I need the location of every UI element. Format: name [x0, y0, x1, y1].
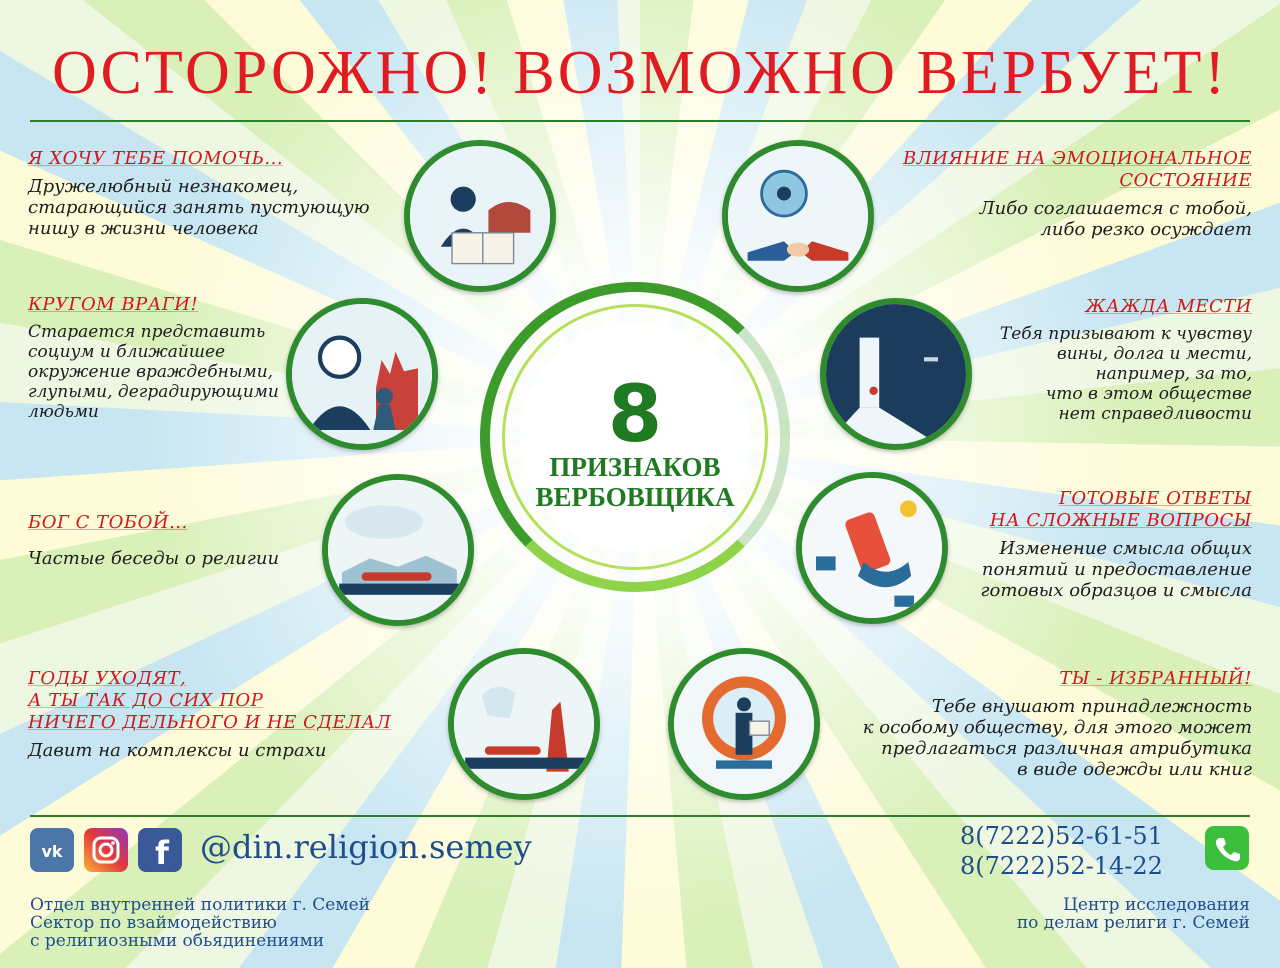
sign-3-desc: Частые беседы о религии [28, 548, 280, 569]
phone-icon[interactable] [1205, 826, 1249, 870]
center-number: 8 [607, 370, 663, 460]
illustration-answers-icon [796, 472, 948, 624]
footer-right: Центр исследования по делам религи г. Семей [1016, 895, 1250, 933]
page-title: ОСТОРОЖНО! ВОЗМОЖНО ВЕРБУЕТ! [52, 39, 1228, 107]
sign-4-title: ГОДЫ УХОДЯТ, А ТЫ ТАК ДО СИХ ПОР НИЧЕГО ДЕЛЬНОГО И НЕ СДЕЛАЛ [28, 668, 392, 733]
sign-8-block [830, 668, 1252, 780]
sign-8-title: ТЫ - ИЗБРАННЫЙ! [1059, 668, 1252, 689]
sign-7-block [940, 488, 1252, 601]
sign-4-block [28, 668, 448, 761]
illustration-chosen-icon [668, 648, 820, 800]
center-emblem [480, 282, 790, 592]
phone-2[interactable]: 8(7222)52-14-22 [960, 852, 1163, 880]
sign-2-desc: Старается представить социум и ближайшее окружение враждебными, глупыми, деградирующими людьми [28, 322, 279, 422]
sign-2-title: КРУГОМ ВРАГИ! [28, 294, 199, 315]
illustration-helper-icon [404, 140, 556, 292]
sign-5-block [860, 148, 1252, 240]
sign-1-title: Я ХОЧУ ТЕБЕ ПОМОЧЬ... [28, 148, 284, 169]
center-caption: ПРИЗНАКОВ ВЕРБОВЩИКА [535, 452, 735, 512]
divider-bottom [30, 815, 1250, 817]
sign-7-title: ГОТОВЫЕ ОТВЕТЫ НА СЛОЖНЫЕ ВОПРОСЫ [989, 488, 1252, 531]
sign-1-desc: Дружелюбный незнакомец, старающийся занять пустующую нишу в жизни человека [28, 176, 370, 239]
facebook-icon[interactable] [138, 828, 182, 872]
illustration-emotions-icon [722, 140, 874, 292]
sign-2-block [28, 294, 308, 422]
social-handle[interactable]: @din.religion.semey [200, 828, 532, 866]
sign-1-block [28, 148, 408, 239]
sign-6-title: ЖАЖДА МЕСТИ [1085, 296, 1252, 317]
illustration-revenge-icon [820, 298, 972, 450]
instagram-icon[interactable] [84, 828, 128, 872]
illustration-years-icon [448, 648, 600, 800]
footer-left: Отдел внутренней политики г. Семей Сектор по взаймодействию с религиозными обьядинениями [30, 895, 370, 951]
divider-top [30, 120, 1250, 122]
sign-6-desc: Тебя призывают к чувству вины, долга и мести, например, за то, что в этом обществе нет справедливости [999, 324, 1252, 424]
sign-5-title: ВЛИЯНИЕ НА ЭМОЦИОНАЛЬНОЕ СОСТОЯНИЕ [903, 148, 1252, 191]
sign-8-desc: Тебе внушают принадлежность к особому обществу, для этого может предлагаться различная атрибутика в виде одежды или книг [862, 696, 1252, 780]
vk-icon[interactable] [30, 828, 74, 872]
sign-3-title: БОГ С ТОБОЙ... [28, 512, 188, 533]
sign-4-desc: Давит на комплексы и страхи [28, 740, 327, 761]
svg-text:f: f [155, 834, 169, 872]
sign-6-block [960, 296, 1252, 424]
sign-7-desc: Изменение смысла общих понятий и предоставление готовых образцов и смысла [980, 538, 1252, 601]
illustration-religion-icon [322, 474, 474, 626]
sign-3-block [28, 512, 328, 569]
svg-text:vk: vk [41, 842, 63, 861]
sign-5-desc: Либо соглашается с тобой, либо резко осуждает [979, 198, 1252, 240]
phone-1[interactable]: 8(7222)52-61-51 [960, 822, 1163, 850]
illustration-enemies-icon [286, 298, 438, 450]
